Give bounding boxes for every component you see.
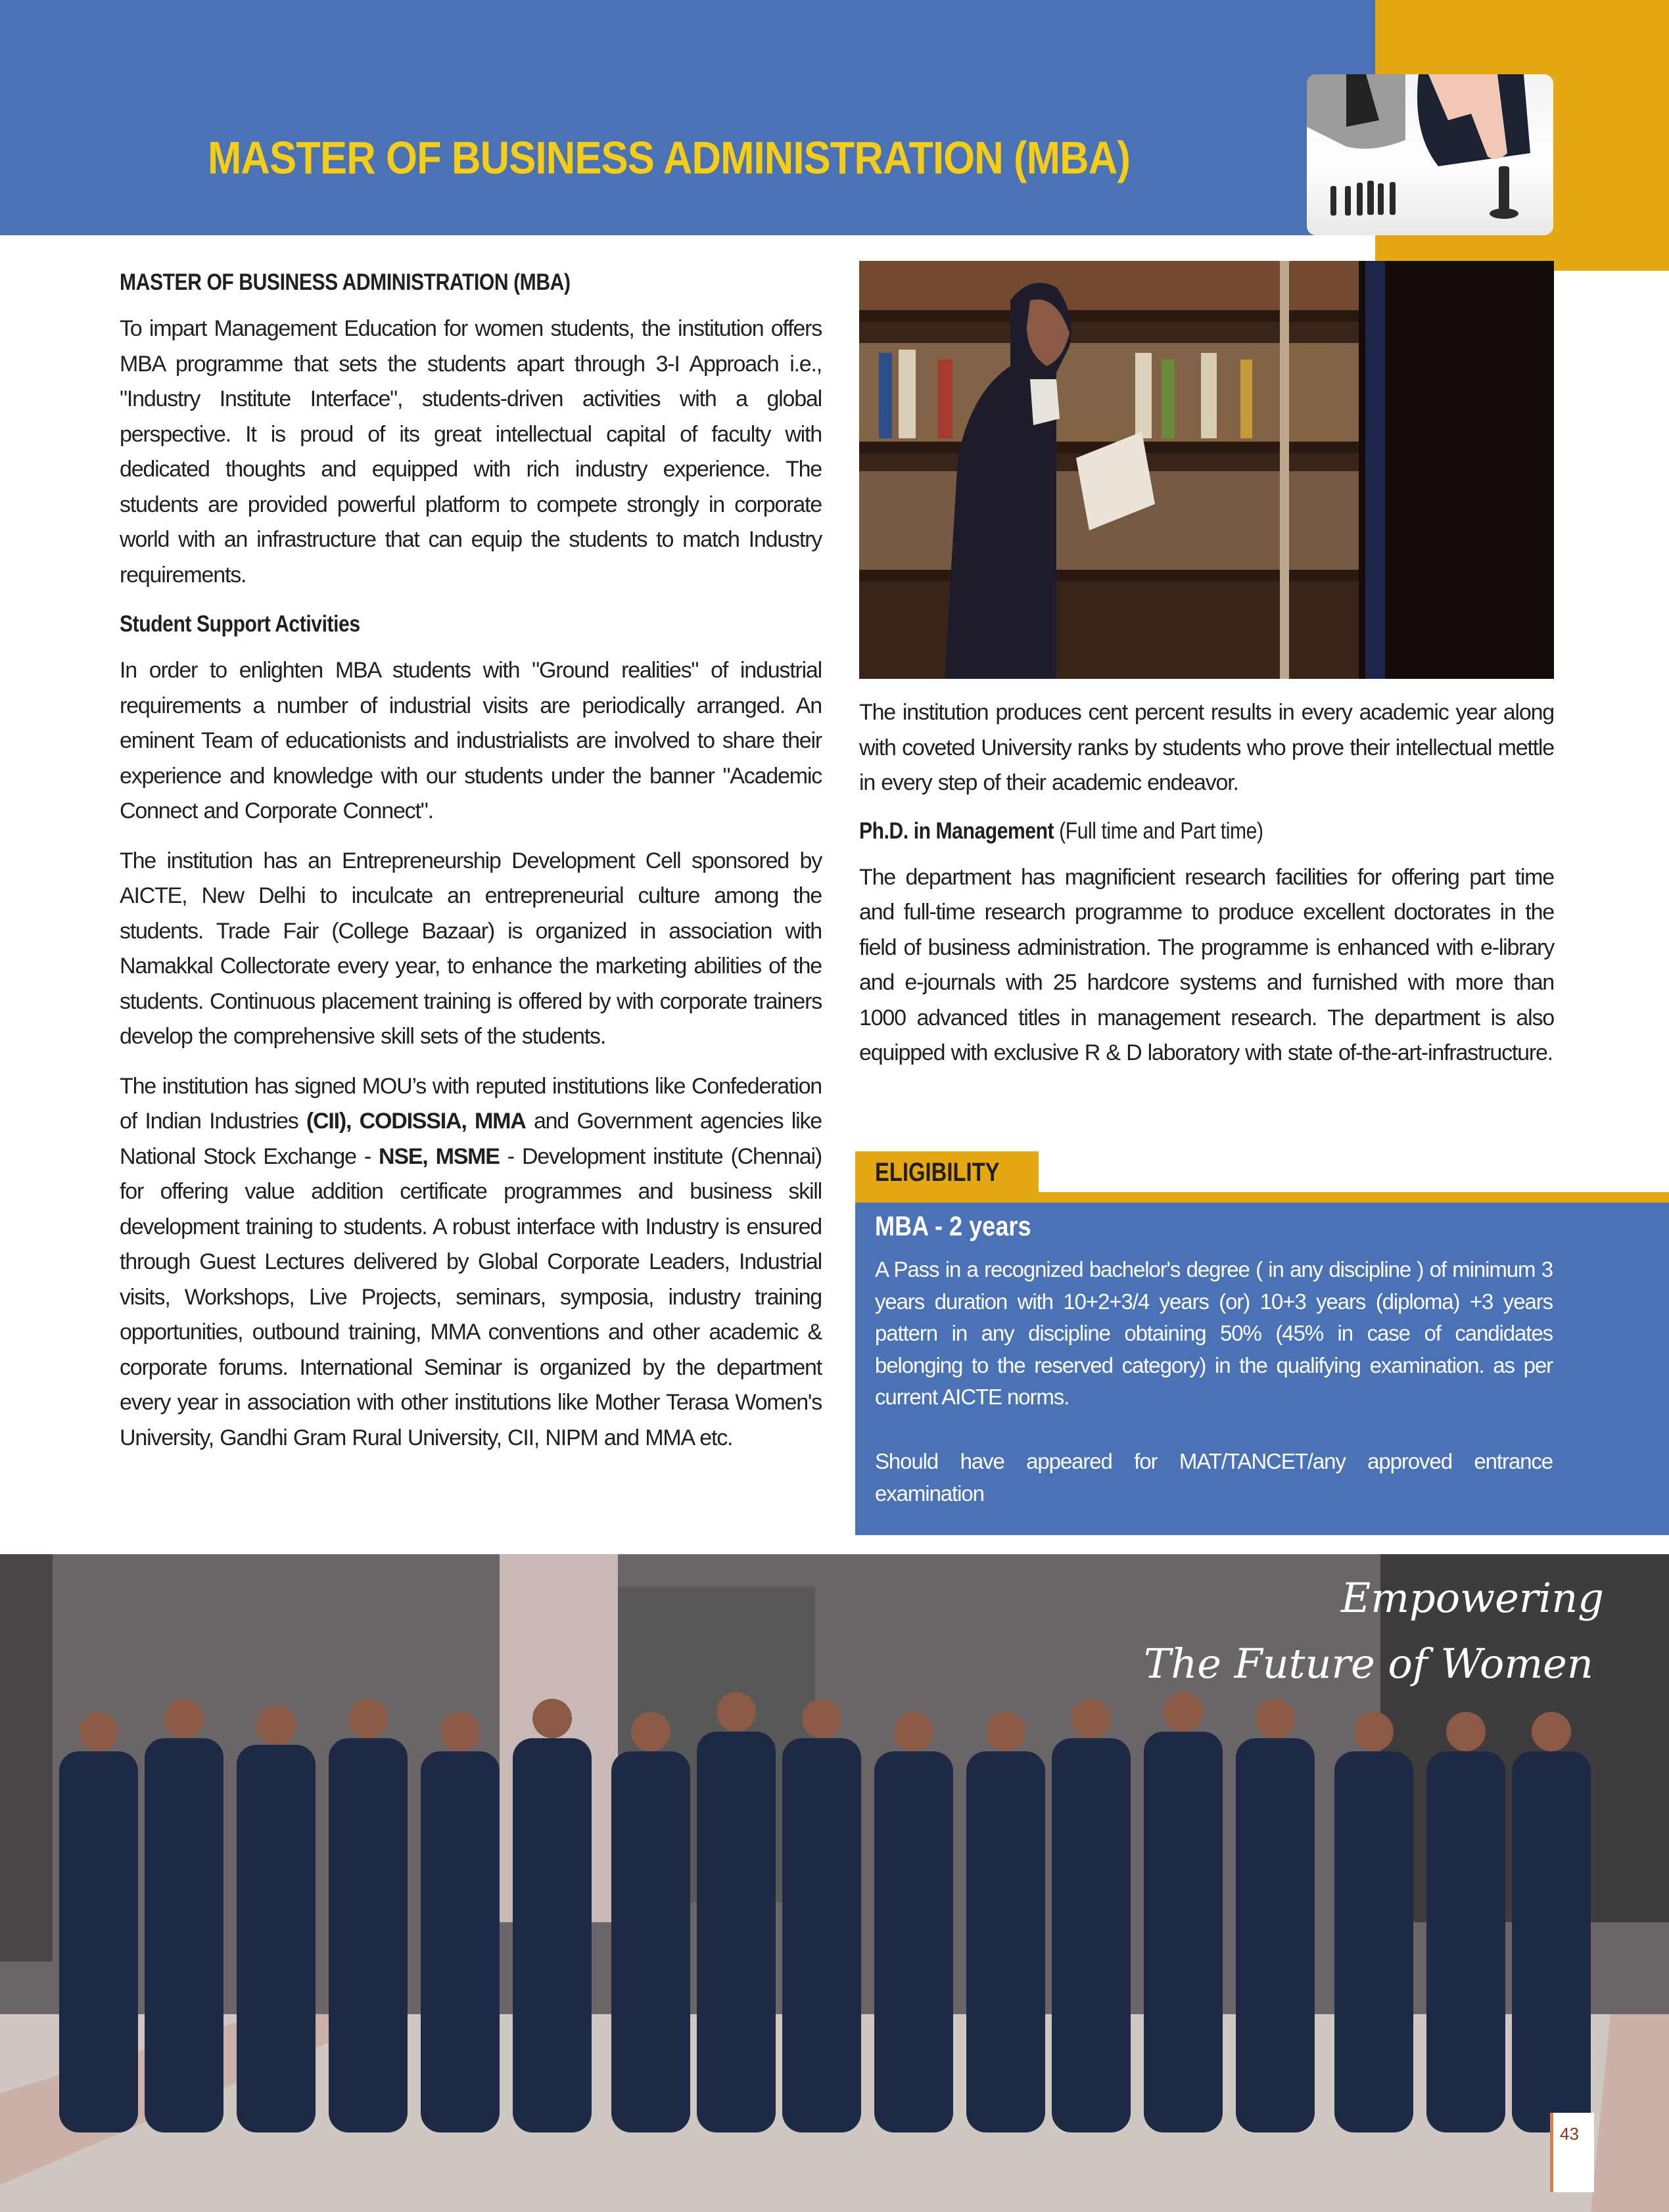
student-reading-illustration-icon (859, 261, 1554, 679)
eligibility-entrance: Should have appeared for MAT/TANCET/any approved entrance examination (875, 1449, 1553, 1506)
page-title: MASTER OF BUSINESS ADMINISTRATION (MBA) (208, 132, 1130, 183)
phd-paragraph: The department has magnificient research facilities for offering part time and full-time research programme to produce excellent doctorates in the field of business administration. The programme is enhanced with e-library and e-journals with 25 hardcore systems and furnished with more than 1000 advanced titles in management research. The department is also equipped with exclusive R & D laboratory with state of-the-art-infrastructure. (859, 864, 1554, 1065)
eligibility-criteria: A Pass in a recognized bachelor's degree ( in any discipline ) of minimum 3 years duration with 10+2+3/4 years (or) 10+3 years (diploma) +3 years pattern in any discipline obtaining 50% (45% in case of candidates belonging to the reserved category) in the qualifying examination. as per current AICTE norms. (875, 1257, 1553, 1409)
mou-text-2: and Government agencies like National Stock Exchange - (120, 1109, 822, 1169)
left-column (120, 269, 822, 1470)
phd-heading (859, 818, 1457, 844)
right-column (859, 695, 1554, 1086)
library-photo (859, 261, 1554, 679)
tagline-line-2: The Future of Women (1144, 1640, 1593, 1688)
student-support-heading: Student Support Activities (120, 611, 360, 637)
header-band (0, 0, 1375, 235)
mou-paragraph (120, 1069, 822, 1456)
mou-text-3: - Development institute (Chennai) for offering value addition certificate programmes and business skill development training to students. A robust interface with Industry is ensured through Guest Lectures delivered by Global Corporate Leaders, Industrial visits, Workshops, Live Projects, seminars, symposia, industry training opportunities, outbound training, MMA conventions and other academic & corporate forums. International Seminar is organized by the department every year in association with other institutions like Mother Terasa Women's University, Gandhi Gram Rural University, CII, NIPM and MMA etc. (120, 1143, 822, 1450)
mou-agencies-bold: NSE, MSME (379, 1143, 500, 1169)
page-number: 43 (1560, 2124, 1579, 2144)
eligibility-divider (855, 1192, 1669, 1203)
section-heading-mba: MASTER OF BUSINESS ADMINISTRATION (MBA) (120, 269, 571, 295)
intro-paragraph: To impart Management Education for women students, the institution offers MBA programme that sets the students apart through 3-I Approach i.e., "Industry Institute Interface", students-driven activities with a global perspective. It is proud of its great intellectual capital of faculty with dedicated thoughts and equipped with rich industry experience. The students are provided powerful platform to compete strongly in corporate world with an infrastructure that can equip the students to match Industry requirements. (120, 316, 822, 588)
results-paragraph: The institution produces cent percent results in every academic year along with coveted University ranks by students who prove their intellectual mettle in every step of their academic endeavor. (859, 700, 1554, 795)
phd-heading-mode: (Full time and Part time) (1054, 818, 1263, 844)
mou-text-1: The institution has signed MOU’s with reputed institutions like Confederation of Indian Industries (120, 1073, 822, 1134)
support-paragraph-2: The institution has an Entrepreneurship Development Cell sponsored by AICTE, New Delhi to inculcate an entrepreneurial culture among the students. Trade Fair (College Bazaar) is organized in association with Namakkal Collectorate every year, to enhance the marketing abilities of the students. Continuous placement training is offered by with corporate trainers develop the comprehensive skill sets of the students. (120, 848, 822, 1049)
chess-pieces-image (1307, 74, 1553, 235)
support-paragraph-1: In order to enlighten MBA students with "Ground realities" of industrial requirements a number of industrial visits are periodically arranged. An eminent Team of educationists and industrialists are involved to share their experience and knowledge with our students under the banner "Academic Connect and Corporate Connect". (120, 658, 822, 823)
eligibility-label: ELIGIBILITY (875, 1158, 1000, 1187)
mou-partners-bold: (CII), CODISSIA, MMA (306, 1109, 526, 1134)
eligibility-programme: MBA - 2 years (875, 1210, 1031, 1241)
tagline-line-1: Empowering (1341, 1574, 1604, 1622)
chess-illustration-icon (1307, 74, 1553, 235)
phd-heading-bold: Ph.D. in Management (859, 818, 1054, 844)
